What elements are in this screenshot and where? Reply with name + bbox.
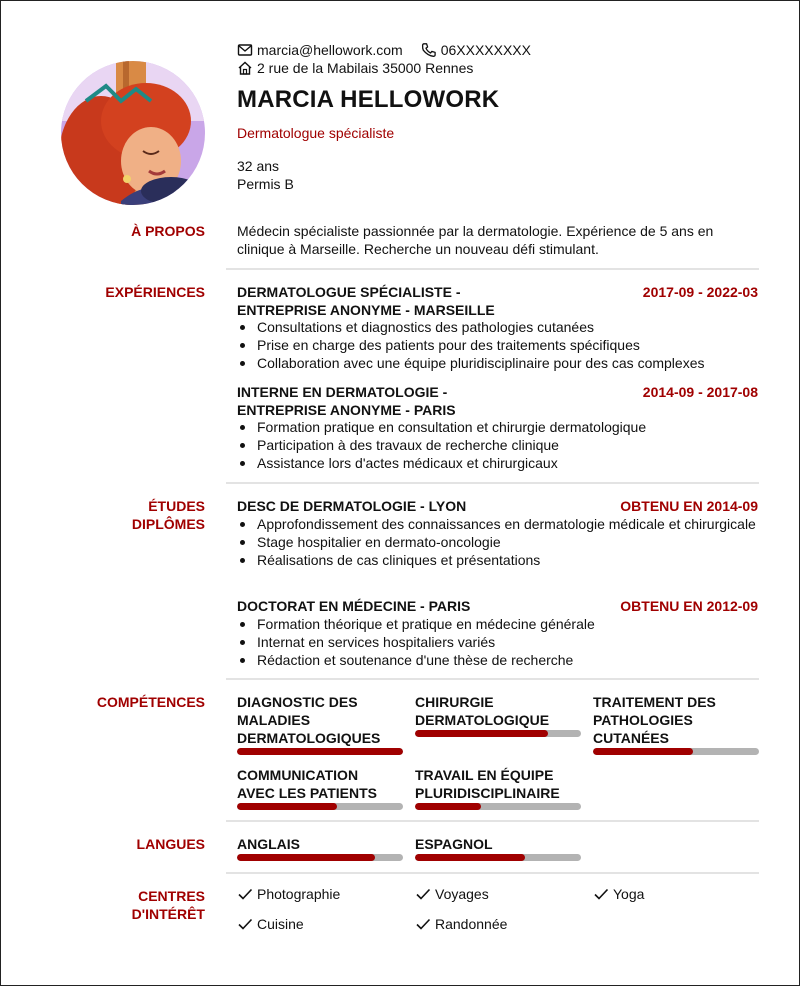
skill-name-line: COMMUNICATION bbox=[237, 767, 359, 783]
job-title: Dermatologue spécialiste bbox=[237, 125, 395, 141]
interest-item bbox=[415, 916, 507, 932]
experience-bullets bbox=[237, 318, 757, 372]
phone-item[interactable] bbox=[421, 42, 531, 58]
skill-item bbox=[237, 693, 403, 755]
skill-bar bbox=[415, 730, 581, 737]
section-label-experiences: EXPÉRIENCES bbox=[105, 284, 205, 300]
section-label-line: DIPLÔMES bbox=[131, 516, 205, 532]
skill-name-line: CUTANÉES bbox=[593, 730, 669, 746]
section-label-education bbox=[0, 497, 205, 533]
list-item: Stage hospitalier en dermato-oncologie bbox=[237, 533, 757, 551]
check-icon bbox=[237, 916, 253, 932]
list-item: Assistance lors d'actes médicaux et chirurgicaux bbox=[237, 454, 757, 472]
list-item: Approfondissement des connaissances en dermatologie médicale et chirurgicale bbox=[237, 515, 757, 533]
education-title: DOCTORAT EN MÉDECINE - PARIS bbox=[237, 598, 471, 614]
skill-bar-fill bbox=[415, 730, 548, 737]
experience-title-line: DERMATOLOGUE SPÉCIALISTE - bbox=[237, 284, 461, 300]
skill-bar-fill bbox=[237, 803, 337, 810]
language-bar-fill bbox=[415, 854, 525, 861]
skill-name bbox=[237, 693, 403, 747]
experience-title bbox=[237, 383, 597, 419]
language-bar bbox=[415, 854, 581, 861]
list-item: Réalisations de cas cliniques et présentations bbox=[237, 551, 757, 569]
skill-name-line: PLURIDISCIPLINAIRE bbox=[415, 785, 560, 801]
list-item: Collaboration avec une équipe pluridisciplinaire pour des cas complexes bbox=[237, 354, 757, 372]
skill-name bbox=[415, 766, 581, 802]
interest-item bbox=[237, 916, 304, 932]
skill-name bbox=[593, 693, 759, 747]
phone-text: 06XXXXXXXX bbox=[440, 42, 531, 58]
interest-item bbox=[415, 886, 489, 902]
check-icon bbox=[593, 886, 609, 902]
list-item: Prise en charge des patients pour des traitements spécifiques bbox=[237, 336, 757, 354]
skill-bar bbox=[593, 748, 759, 755]
divider bbox=[226, 678, 759, 680]
interest-label: Photographie bbox=[257, 886, 341, 902]
skill-name-line: TRAITEMENT DES bbox=[593, 694, 716, 710]
driving-license: Permis B bbox=[237, 176, 294, 192]
check-icon bbox=[237, 886, 253, 902]
check-icon bbox=[415, 916, 431, 932]
skill-bar-fill bbox=[593, 748, 693, 755]
check-icon bbox=[415, 886, 431, 902]
address-item bbox=[237, 60, 473, 76]
section-label-line: CENTRES bbox=[138, 888, 205, 904]
home-icon bbox=[237, 60, 253, 76]
experience-dates: 2017-09 - 2022-03 bbox=[642, 284, 758, 300]
education-bullets bbox=[237, 615, 757, 669]
section-label-line: ÉTUDES bbox=[148, 498, 205, 514]
skill-bar bbox=[415, 803, 581, 810]
skill-item bbox=[237, 766, 403, 810]
experience-company-line: ENTREPRISE ANONYME - MARSEILLE bbox=[237, 302, 495, 318]
skill-name-line: PATHOLOGIES bbox=[593, 712, 693, 728]
interest-label: Voyages bbox=[435, 886, 489, 902]
phone-icon bbox=[421, 42, 437, 58]
divider bbox=[226, 482, 759, 484]
contact-line-1 bbox=[237, 42, 549, 58]
skill-name-line: DERMATOLOGIQUES bbox=[237, 730, 381, 746]
skill-item bbox=[593, 693, 759, 755]
skill-name bbox=[237, 766, 403, 802]
envelope-icon bbox=[237, 42, 253, 58]
experience-dates: 2014-09 - 2017-08 bbox=[642, 384, 758, 400]
skill-bar-fill bbox=[237, 748, 403, 755]
section-label-interests bbox=[0, 887, 205, 923]
education-title: DESC DE DERMATOLOGIE - LYON bbox=[237, 498, 467, 514]
interest-item bbox=[593, 886, 644, 902]
avatar bbox=[61, 61, 205, 205]
language-bar-fill bbox=[237, 854, 375, 861]
candidate-name: MARCIA HELLOWORK bbox=[237, 86, 500, 113]
education-date: OBTENU EN 2012-09 bbox=[620, 598, 758, 614]
language-bar bbox=[237, 854, 403, 861]
interest-label: Yoga bbox=[613, 886, 645, 902]
education-date: OBTENU EN 2014-09 bbox=[620, 498, 758, 514]
address-text: 2 rue de la Mabilais 35000 Rennes bbox=[257, 60, 474, 76]
language-name: ESPAGNOL bbox=[415, 836, 493, 852]
interest-item bbox=[237, 886, 340, 902]
skill-name-line: CHIRURGIE bbox=[415, 694, 494, 710]
language-name: ANGLAIS bbox=[237, 836, 300, 852]
language-item bbox=[237, 835, 403, 861]
age: 32 ans bbox=[237, 158, 280, 174]
interest-label: Randonnée bbox=[435, 916, 508, 932]
email-item[interactable] bbox=[237, 42, 403, 58]
divider bbox=[226, 872, 759, 874]
section-label-skills: COMPÉTENCES bbox=[96, 694, 205, 710]
experience-title-line: INTERNE EN DERMATOLOGIE - bbox=[237, 384, 448, 400]
skill-bar-fill bbox=[415, 803, 481, 810]
skill-name-line: TRAVAIL EN ÉQUIPE bbox=[415, 767, 554, 783]
skill-name-line: DIAGNOSTIC DES bbox=[237, 694, 358, 710]
language-item bbox=[415, 835, 581, 861]
list-item: Formation théorique et pratique en médecine générale bbox=[237, 615, 757, 633]
skill-bar bbox=[237, 748, 403, 755]
experience-title bbox=[237, 283, 597, 319]
skill-bar bbox=[237, 803, 403, 810]
list-item: Consultations et diagnostics des pathologies cutanées bbox=[237, 318, 757, 336]
section-label-line: D'INTÉRÊT bbox=[131, 906, 205, 922]
list-item: Participation à des travaux de recherche clinique bbox=[237, 436, 757, 454]
email-text: marcia@hellowork.com bbox=[257, 42, 403, 58]
experience-bullets bbox=[237, 418, 757, 472]
skill-item bbox=[415, 693, 581, 737]
list-item: Formation pratique en consultation et chirurgie dermatologique bbox=[237, 418, 757, 436]
section-label-languages: LANGUES bbox=[136, 836, 205, 852]
skill-name-line: AVEC LES PATIENTS bbox=[237, 785, 378, 801]
interest-label: Cuisine bbox=[257, 916, 304, 932]
education-bullets bbox=[237, 515, 757, 569]
skill-name bbox=[415, 693, 581, 729]
experience-company-line: ENTREPRISE ANONYME - PARIS bbox=[237, 402, 456, 418]
skill-name-line: MALADIES bbox=[237, 712, 311, 728]
list-item: Internat en services hospitaliers variés bbox=[237, 633, 757, 651]
contact-line-2 bbox=[237, 60, 491, 76]
about-text: Médecin spécialiste passionnée par la dermatologie. Expérience de 5 ans en clinique à Marseille. Recherche un nouveau défi stimulant. bbox=[237, 223, 714, 257]
divider bbox=[226, 820, 759, 822]
skill-item bbox=[415, 766, 581, 810]
section-label-about: À PROPOS bbox=[131, 223, 205, 239]
list-item: Rédaction et soutenance d'une thèse de recherche bbox=[237, 651, 757, 669]
divider bbox=[226, 268, 759, 270]
skill-name-line: DERMATOLOGIQUE bbox=[415, 712, 550, 728]
